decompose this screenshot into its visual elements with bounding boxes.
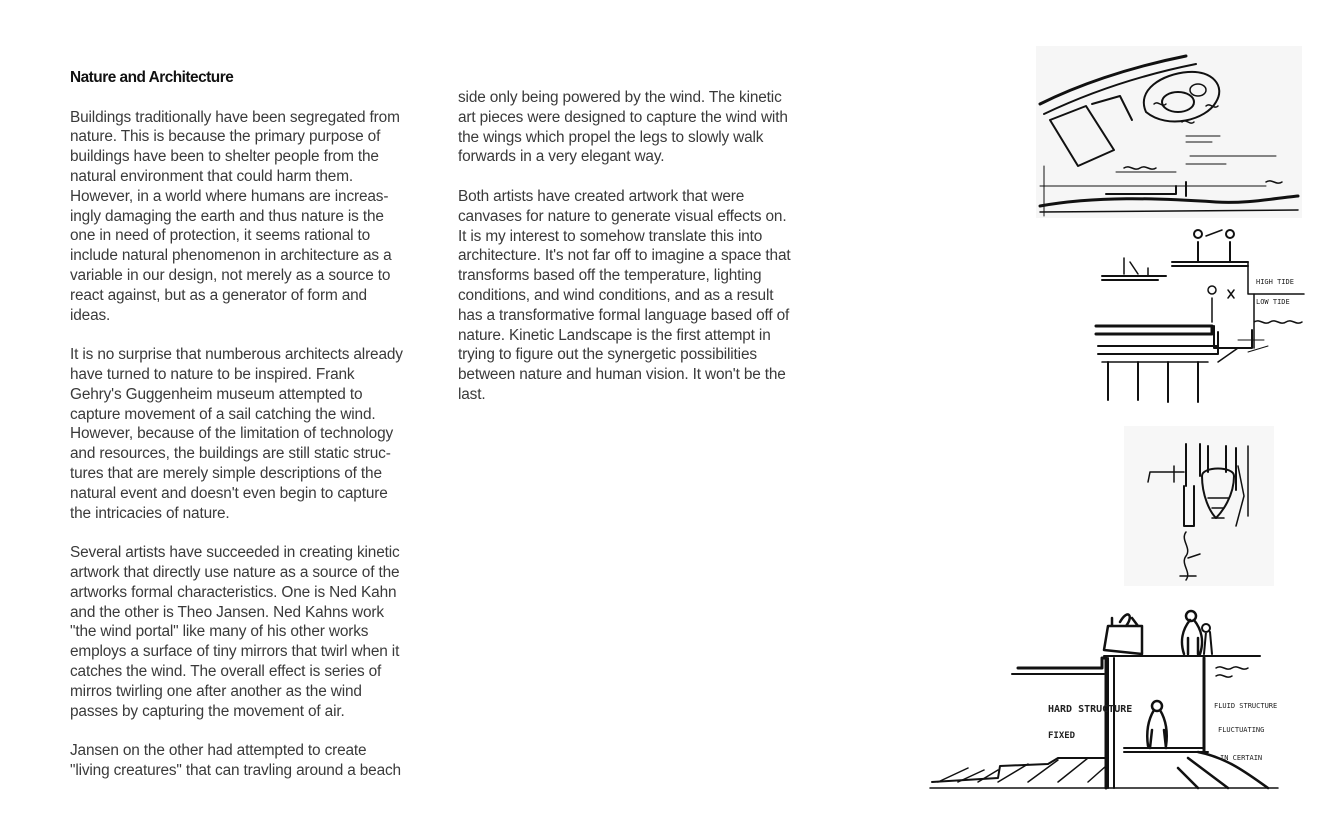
text-column-middle [458,88,818,425]
text-column-left [70,68,430,800]
fluctuating-label: FLUCTUATING [1218,726,1265,734]
paragraph: Both artists have created artwork that were canvases for nature to generate visual effects on. It is my interest to somehow translate this into architecture. It's not far off to imagine a space that transforms based off the temperature, lighting conditions, and wind conditions, and as a result has a transformative formal language based off of nature. Kinetic Landscape is the first attempt in trying to figure out the synergetic possibilities between nature and human vision. It won't be the last. [458,187,791,403]
paragraph: It is no surprise that numberous architects already have turned to nature to be inspired. Frank Gehry's Guggenheim museum attempted to capture movement of a sail catching the wind. However, because of the limitation of technology and resources, the buildings are still static struc- tures that are merely simple descriptions of the natural event and doesn't even begin to capture the intricacies of nature. [70,346,403,522]
hard-structure-label: HARD STRUCTURE [1048,704,1133,715]
paragraph: Jansen on the other had attempted to create "living creatures" that can travling around a beach [70,742,401,779]
site-plan-sketch [1036,46,1302,218]
elevation-detail-sketch [1124,426,1274,586]
article-heading: Nature and Architecture [70,69,234,86]
in-certain-label: IN CERTAIN [1220,754,1263,762]
low-tide-label: LOW TIDE [1256,298,1290,306]
paragraph: Several artists have succeeded in creating kinetic artwork that directly use nature as a source of the artworks formal characteristics. One is Ned Kahn and the other is Theo Jansen. Ned Kahns work "the wind portal" like many of his other works employs a surface of tiny mirrors that twirl when it catches the wind. The overall effect is series of mirros twirling one after another as the wind passes by capturing the movement of air. [70,544,400,720]
tide-section-sketch [1088,222,1312,408]
section-figures-sketch [928,598,1282,790]
fixed-label: FIXED [1048,731,1076,741]
fluid-structure-label: FLUID STRUCTURE [1214,702,1278,710]
high-tide-label: HIGH TIDE [1256,278,1294,286]
paragraph: Buildings traditionally have been segregated from nature. This is because the primary purpose of buildings have been to shelter people from the natural environment that could harm them. However, in a world where humans are increas- ingly damaging the earth and thus nature is the one in need of protection, it seems rational to include natural phenomenon in architecture as a variable in our design, not merely as a source to react against, but as a generator of form and ideas. [70,108,400,324]
paragraph: side only being powered by the wind. The kinetic art pieces were designed to capture the wind with the wings which propel the legs to slowly walk forwards in a very elegant way. [458,89,788,166]
